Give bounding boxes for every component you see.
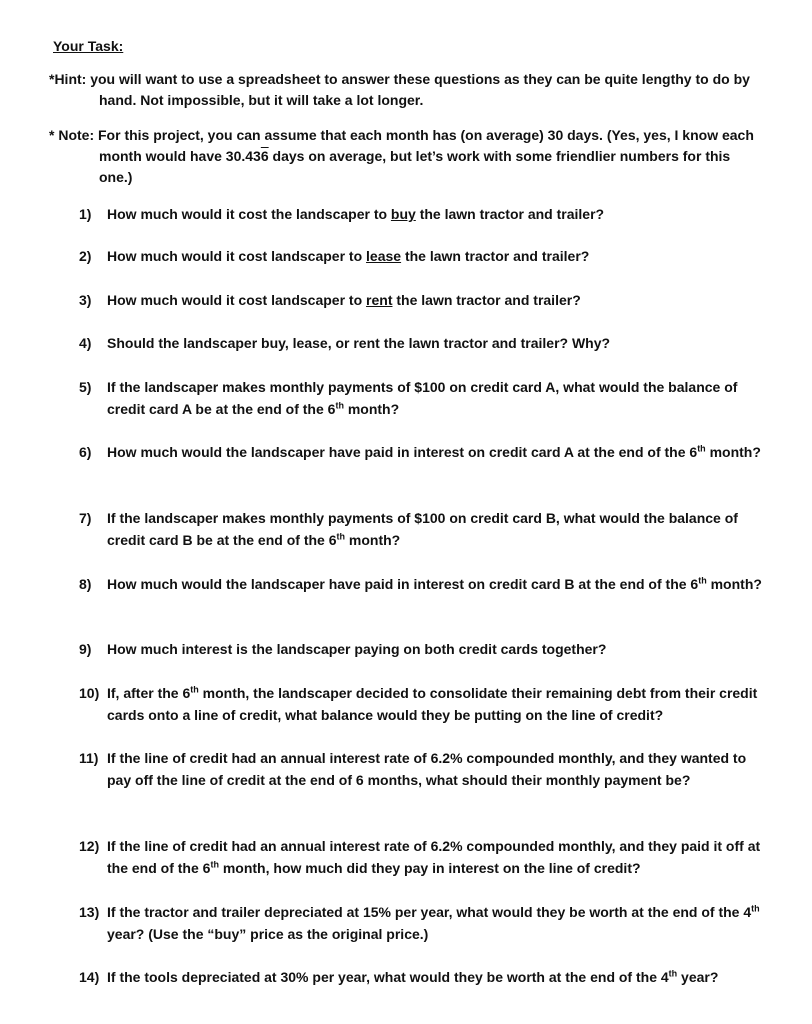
question-13: 13) If the tractor and trailer depreciated at 15% per year, what would they be worth at the end of the 4th year? (Use the “buy” price as the original price.) xyxy=(79,901,769,945)
days-note-text-after: days on average, but let’s work with some friendlier numbers for this one.) xyxy=(99,148,731,185)
question-number: 11) xyxy=(79,750,99,766)
question-number: 7) xyxy=(79,510,92,526)
hint-note xyxy=(49,69,764,111)
question-10: 10) If, after the 6th month, the landscaper decided to consolidate their remaining debt from their credit cards onto a line of credit, what balance would they be putting on the line of credit? xyxy=(79,682,769,726)
question-11: 11) If the line of credit had an annual interest rate of 6.2% compounded monthly, and they wanted to pay off the line of credit at the end of 6 months, what should their monthly payment be? xyxy=(79,747,769,791)
question-number: 12) xyxy=(79,838,100,854)
question-number: 1) xyxy=(79,206,92,222)
question-12: 12) If the line of credit had an annual interest rate of 6.2% compounded monthly, and they paid it off at the end of the 6th month, how much did they pay in interest on the line of credit? xyxy=(79,835,769,879)
question-number: 2) xyxy=(79,248,92,264)
repeating-digit: 6 xyxy=(260,148,269,164)
question-number: 6) xyxy=(79,444,92,460)
days-note-text-before: * Note: For this project, you can assume that each month has (on average) 30 days. (Yes, yes, I know each month would have 30.43 xyxy=(49,127,754,164)
question-2: 2) How much would it cost landscaper to lease the lawn tractor and trailer? xyxy=(79,245,769,267)
question-7: 7) If the landscaper makes monthly payments of $100 on credit card B, what would the balance of credit card B be at the end of the 6th month? xyxy=(79,507,769,551)
question-number: 8) xyxy=(79,576,92,592)
question-1: 1) How much would it cost the landscaper to buy the lawn tractor and trailer? xyxy=(79,203,769,225)
question-4: 4) Should the landscaper buy, lease, or rent the lawn tractor and trailer? Why? xyxy=(79,332,769,354)
question-number: 14) xyxy=(79,969,100,985)
emphasis-word: rent xyxy=(366,292,393,308)
question-9: 9) How much interest is the landscaper paying on both credit cards together? xyxy=(79,638,769,660)
question-number: 13) xyxy=(79,904,100,920)
question-5: 5) If the landscaper makes monthly payments of $100 on credit card A, what would the balance of credit card A be at the end of the 6th month? xyxy=(79,376,769,420)
question-3: 3) How much would it cost landscaper to rent the lawn tractor and trailer? xyxy=(79,289,769,311)
question-6: 6) How much would the landscaper have paid in interest on credit card A at the end of the 6th month? xyxy=(79,441,769,463)
question-8: 8) How much would the landscaper have paid in interest on credit card B at the end of the 6th month? xyxy=(79,573,769,595)
question-number: 3) xyxy=(79,292,92,308)
question-number: 5) xyxy=(79,379,92,395)
question-number: 9) xyxy=(79,641,92,657)
emphasis-word: buy xyxy=(390,206,416,222)
question-number: 10) xyxy=(79,685,100,701)
hint-text: *Hint: you will want to use a spreadsheet to answer these questions as they can be quite lengthy to do by hand. Not impossible, but it will take a lot longer. xyxy=(49,71,750,108)
question-number: 4) xyxy=(79,335,92,351)
emphasis-word: lease xyxy=(366,248,402,264)
question-14: 14) If the tools depreciated at 30% per year, what would they be worth at the end of the 4th year? xyxy=(79,966,769,988)
page-title: Your Task: xyxy=(53,38,124,54)
days-note xyxy=(49,125,764,188)
